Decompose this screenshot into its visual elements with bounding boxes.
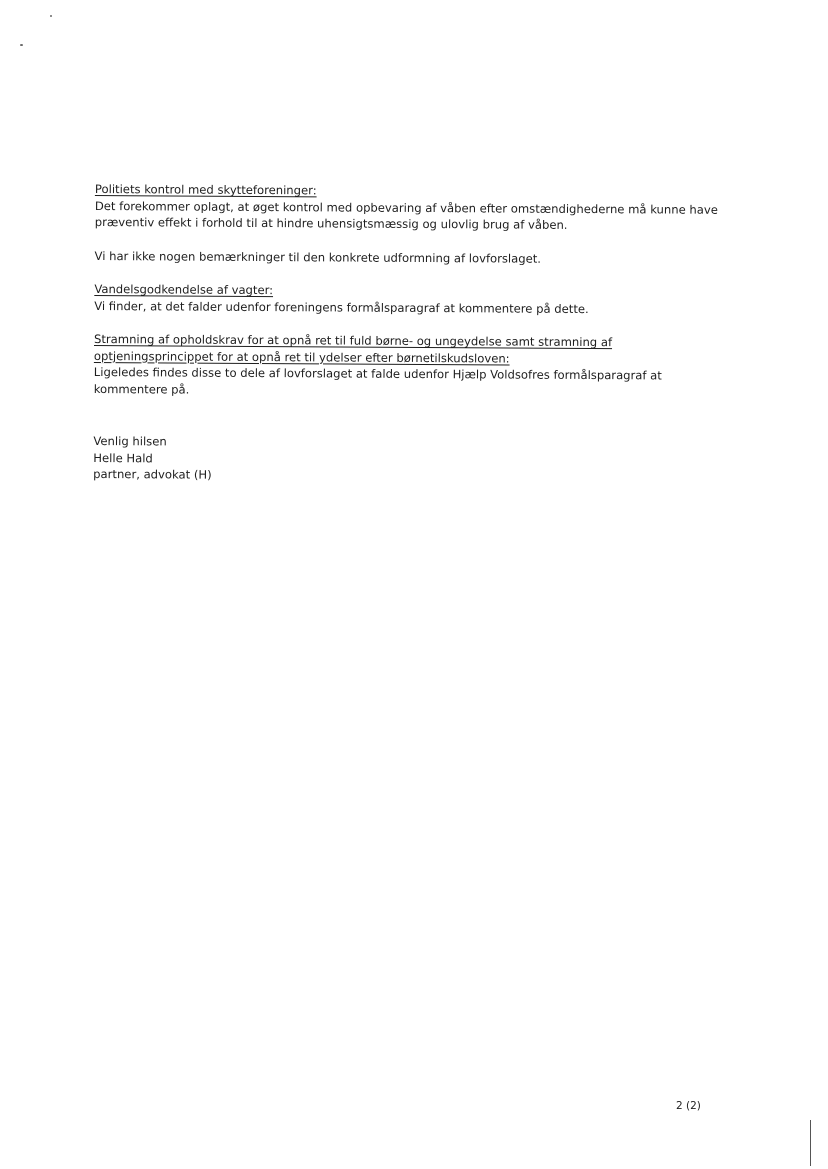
section-police-control (94, 181, 734, 268)
section-heading: Politiets kontrol med skytteforeninger: (94, 181, 317, 198)
section-guard-approval (94, 281, 734, 318)
paragraph: Ligeledes findes disse to dele af lovforslaget at falde udenfor Hjælp Voldsofres formålsparagraf at kommentere på. (93, 364, 662, 397)
signer-name: Helle Hald (93, 450, 153, 465)
scan-speck (50, 15, 52, 17)
scan-speck (20, 44, 23, 46)
signer-title: partner, advokat (H) (93, 466, 212, 482)
letter-body (93, 181, 735, 486)
scan-edge-line (810, 1120, 811, 1166)
section-heading: Stramning af opholdskrav for at opnå ret til fuld børne- og ungeydelse samt stramning af optjeningsprincippet for at opnå ret til ydelser efter børnetilskudsloven: (93, 331, 613, 366)
closing-line: Venlig hilsen (93, 433, 167, 449)
paragraph: Det forekommer oplagt, at øget kontrol med opbevaring af våben efter omstændighederne må kunne have præventiv effekt i forhold til at hindre uhensigtsmæssig og ulovlig brug af våben. (94, 198, 718, 232)
paragraph: Vi har ikke nogen bemærkninger til den konkrete udformning af lovforslaget. (94, 248, 542, 266)
section-heading: Vandelsgodkendelse af vagter: (94, 281, 274, 298)
paragraph: Vi finder, at det falder udenfor foreningens formålsparagraf at kommentere på dette. (94, 298, 589, 316)
signature-block (93, 433, 733, 486)
page-number: 2 (2) (676, 1100, 701, 1112)
section-residence-requirements (94, 331, 734, 401)
